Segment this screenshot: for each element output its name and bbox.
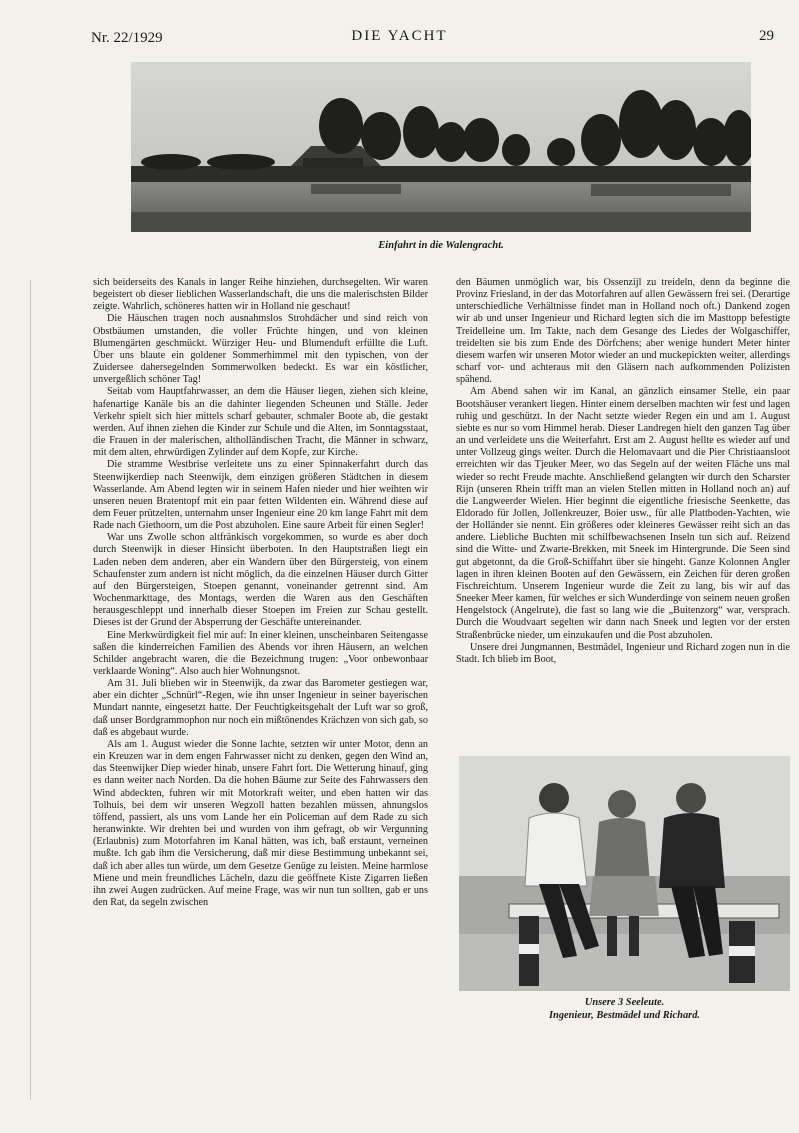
paragraph: Als am 1. August wieder die Sonne lachte, setzten wir unter Motor, denn an ein Kreuzen war in dem engen Fahrwasser nicht zu denken, gegen den Wind an, das Steenwijker Diep wieder hinab, unsere Fahrt fort. Die Wetterung hinauf, ging es dann weiter nach Norden. Da die hohen Bäume zur Seite des Fahrwassers den Wind abdeckten, fuhren wir mit Motorkraft weiter, und eben hatten wir das Tolhuis, bei dem wir unseren Wegzoll hatten bezahlen müssen, ahnungslos töffend, passiert, als uns vom Lande her ein Policeman auf dem Rade zu sich heranwinkte. Wir drehten bei und wurden von ihm gefragt, ob wir Vergunning (Erlaubnis) zum Motorfahren im Kanal hätten, was ich, baß erstaunt, verneinen mußte. Ich gab ihm die Versicherung, daß mir diese Bestimmung unbekannt sei, daß ich aber alles tun würde, um dem Gesetze Genüge zu leisten. Meine harmlose Miene und mein freundliches Lächeln, dazu die geöffnete Kiste Zigarren ließen ihn zwei Augen zudrücken. Auf meine Frage, was wir nun tun sollten, gab er uns den Rat, da segeln zwischen <box>93 738 428 908</box>
caption-title: Unsere 3 Seeleute. <box>584 997 665 1008</box>
paragraph: Seitab vom Hauptfahrwasser, an dem die Häuser liegen, ziehen sich kleine, hafenartige Kanäle bis an die dahinter liegenden Scheunen und Ställe. Jeder Verkehr spielt sich hier mittels scharf gebauter, schmaler Boote ab, die gestakt werden. Auf ihnen ziehen die Kinder zur Schule und die Alten, im Sonntagsstaat, die Frauen in der malerischen, altholländischen Tracht, die Männer in schwarz, mit dem alten, ehrwürdigen Zylinder auf dem Kopfe, zur Kirche. <box>93 386 428 459</box>
paragraph: Am 31. Juli blieben wir in Steenwijk, da zwar das Barometer gestiegen war, aber ein dichter „Schnürl“-Regen, wie ihn unser Ingenieur in seiner bayerischen Mundart nannte, eingesetzt hatte. Der Feuchtigkeitsgehalt der Luft war so groß, daß unser Bordgrammophon nur noch ein mißtönendes Krächzen von sich gab, so daß es abgebaut wurde. <box>93 678 428 738</box>
page-edge-line <box>30 280 31 1100</box>
caption-names: Ingenieur, Bestmädel und Richard. <box>549 1009 700 1021</box>
paragraph: Eine Merkwürdigkeit fiel mir auf: In einer kleinen, unscheinbaren Seitengasse saßen die kinderreichen Familien des Abends vor ihren Häusern, an welchen Schilder angebracht waren, die die Bezeichnung trugen: „Voor onbewonbaar verklaarde Woning“. Also auch hier Wohnungsnot. <box>93 629 428 677</box>
bottom-photo-caption <box>459 997 790 1022</box>
paragraph: Am Abend sahen wir im Kanal, an gänzlich einsamer Stelle, ein paar Bootshäuser verankert liegen. Hinter einem derselben machten wir fest und lagen ruhig und geschützt. In der Nacht setzte wieder Regen ein und am 1. August siebte es nur so vom Himmel herab. Dieser Landregen hielt den ganzen Tag über an und verleidete uns die Weiterfahrt. Erst am 2. August hellte es wieder auf und unter Vollzeug gings weiter. Durch die Helomavaart und die Pier Christiaansloot erreichten wir das Tjeuker Meer, wo das Segeln auf der weiten Fläche uns mal wieder so recht Freude machte. Anschließend gelangten wir durch den Scharster Rijn (unseren Rhein trifft man an vielen Stellen mitten in Holland noch an) auf die Langweerder Wielen. Hier beginnt die eigentliche friesische Seenkette, das Eldorado für Jollen, Jollenkreuzer, Boier usw., für alle Plattboden-Yachten, wie der Holländer sie nennt. Ein größeres oder kleineres Gewässer reiht sich an das andere. Liebliche Buchten mit schilfbewachsenen Inseln tun sich auf. Reizend sind die Witte- und Zwarte-Brekken, mit Sneek im Hintergrunde. Die Seen sind gut abgetonnt, da die Groß-Schiffahrt über sie hingeht. Ganze Kolonnen Angler lagen in ihren kleinen Booten auf den Gewässern, ein Zeichen für deren großen Fischreichtum. Unserem Ingenieur wurde die Zeit zu lang, bis wir auf das Sneeker Meer kamen, für welches er sich Wunderdinge von seinem neuen großen Hengelstock (Angelrute), die fast so lang wie die „Buitenzorg“ war, versprach. Durch die Woudvaart segelten wir dann nach Sneek und legten vor der ersten Straßenbrücke nieder, um einzukaufen und die Post abzuholen. <box>456 386 790 641</box>
paragraph: Unsere drei Jungmannen, Bestmädel, Ingenieur und Richard zogen nun in die Stadt. Ich blieb im Boot, <box>456 641 790 665</box>
canal-entrance-photo <box>131 62 751 232</box>
paragraph: Die Häuschen tragen noch ausnahmslos Strohdächer und sind reich von Obstbäumen umstanden, die voller Früchte hingen, und von kleinen Blumengärten geschmückt. Würziger Heu- und Blumenduft erfüllte die Luft. Über uns blaute ein goldener Sommerhimmel mit den typischen, von der Zuidersee dahersegelnden Sommerwolken bedeckt. Es war ein köstlicher, unvergeßlich schöner Tag! <box>93 313 428 386</box>
paragraph: Die stramme Westbrise verleitete uns zu einer Spinnakerfahrt durch das Steenwijkerdiep nach Steenwijk, dem einzigen größeren Städtchen in diesem Wasserlande. Am Abend legten wir in seinem Hafen nieder und hier weihten wir unseren neuen Bratentopf mit ein paar fetten Wildenten ein. Während diese auf dem Feuer prützelten, unternahm unser Ingenieur eine 20 km lange Fahrt mit dem Rade nach Giethoorn, um die Post abzuholen. Eine saure Arbeit für einen Segler! <box>93 459 428 532</box>
three-sailors-photo <box>459 756 790 991</box>
paragraph: War uns Zwolle schon altfränkisch vorgekommen, so wurde es aber doch durch Steenwijk in dieser Hinsicht überboten. In den Hauptstraßen liegt ein Laden neben dem anderen, aber ein Wandern über den Bürgersteig, von einem Schaufenster zum andern ist nicht möglich, da die einzelnen Häuser durch Gitter auf den Bürgersteigen, Stoepen genannt, voneinander getrennt sind. Am Wochenmarkttage, des Montags, werden die Waren aus den Geschäften herausgeschleppt und innerhalb dieser Stoepen im Freien zur Schau gestellt. Dieses ist der Grund der Absperrung der Geschäfte untereinander. <box>93 532 428 629</box>
left-text-column <box>93 277 428 909</box>
issue-number: Nr. 22/1929 <box>91 30 163 46</box>
right-text-column <box>456 277 790 666</box>
paragraph: den Bäumen unmöglich war, bis Ossenzijl zu treideln, denn da beginne die Provinz Friesland, in der das Motorfahren auf allen Gewässern frei sei. (Derartige unterschiedliche Verhältnisse findet man in Holland noch oft.) Dankend zogen wir ab und unser Ingenieur und Richard legten sich die im Masttopp befestigte Treidelleine um. Im Takte, nach dem Gesange des Liedes der Wolgaschiffer, treidelten sie bis zum Ende des Dörfchens; aber wenige hundert Meter hinter diesem warfen wir unseren Motor wieder an und muckepickten weiter, allerdings scharf vor- und achteraus mit den Gläsern nach aufkommenden Polizisten spähend. <box>456 277 790 386</box>
journal-title: DIE YACHT <box>351 28 448 44</box>
top-photo-caption: Einfahrt in die Walengracht. <box>378 240 504 251</box>
page-number: 29 <box>759 28 774 44</box>
paragraph: sich beiderseits des Kanals in langer Reihe hinziehen, durchsegelten. Wir waren begeistert ob dieser lieblichen Wasserlandschaft, die uns die malerischsten Bilder zeigte. Wahrlich, schöneres hatten wir in Holland nie geschaut! <box>93 277 428 313</box>
